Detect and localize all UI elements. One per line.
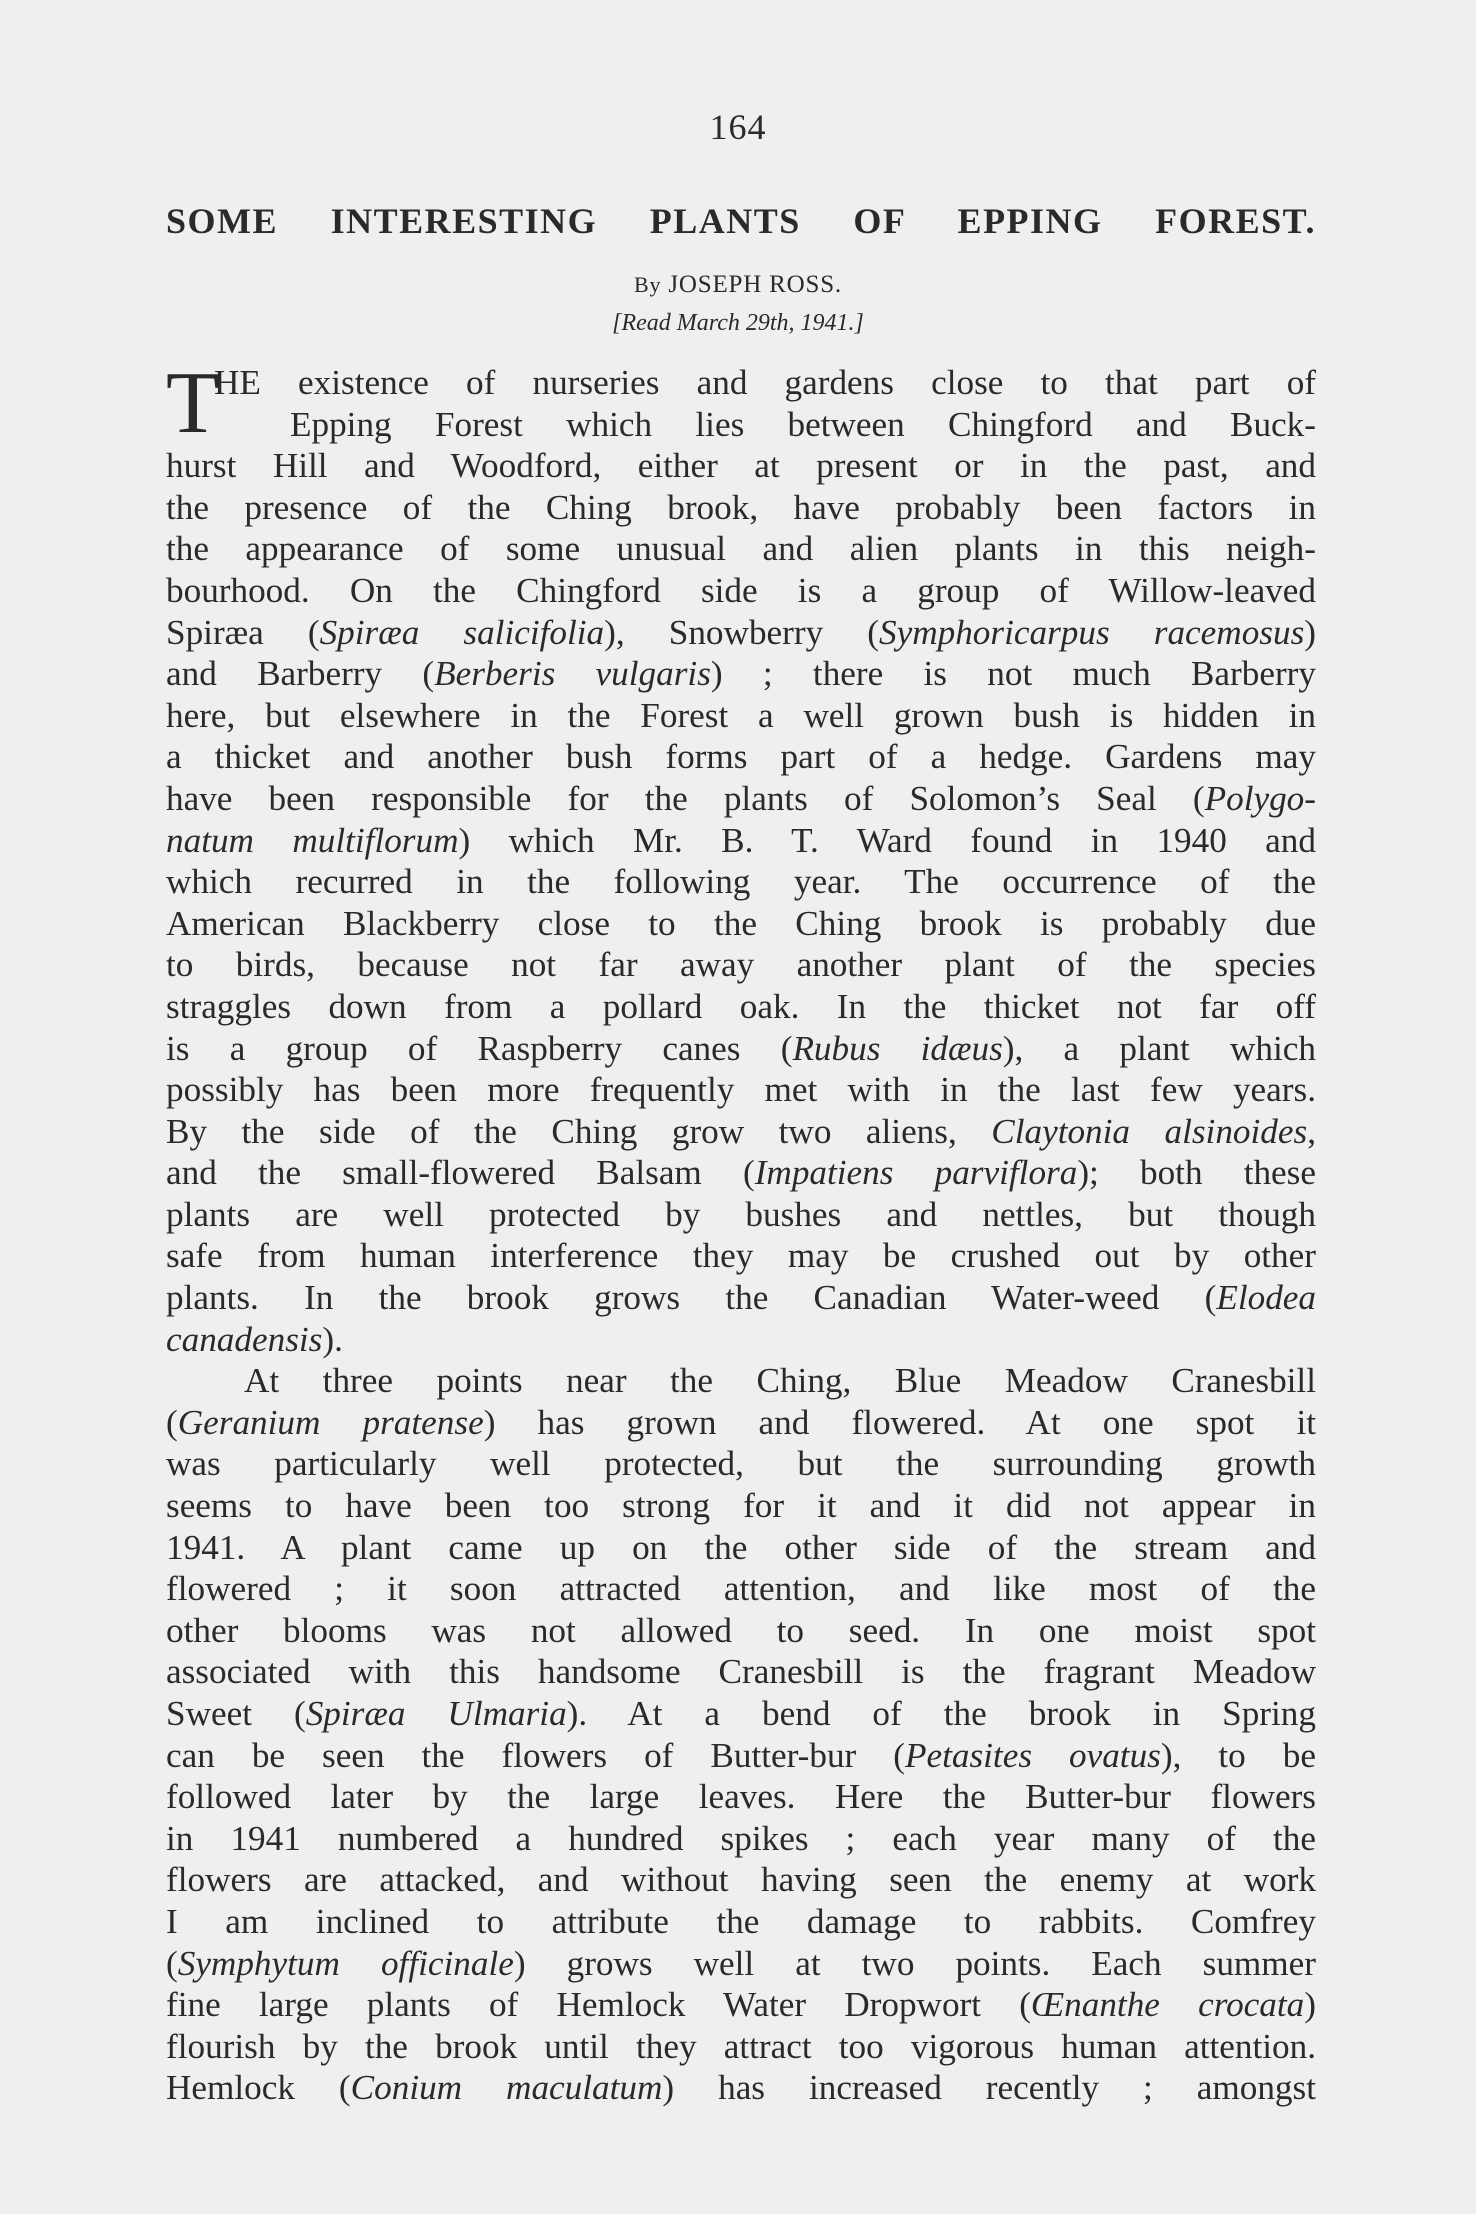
text-run: ), a plant which xyxy=(1002,1028,1316,1068)
text-run: HE existence of nurseries and gardens close to that part of xyxy=(214,363,1316,402)
text-line xyxy=(166,820,1316,862)
italic-text: Berberis vulgaris xyxy=(434,654,711,694)
text-run: which recurred in the following year. The occurrence of the xyxy=(166,862,1316,902)
text-line xyxy=(166,1028,1316,1070)
italic-text: Petasites ovatus xyxy=(904,1735,1161,1775)
text-line xyxy=(166,487,1316,529)
text-run: is a group of Raspberry canes ( xyxy=(166,1028,793,1068)
text-line xyxy=(166,1901,1316,1943)
text-line xyxy=(166,1319,1316,1361)
text-run: , xyxy=(1307,1111,1316,1151)
byline xyxy=(0,271,1476,299)
italic-text: Geranium pratense xyxy=(177,1402,484,1442)
byline-prefix: By xyxy=(634,272,662,297)
italic-text: Rubus idæus xyxy=(792,1028,1003,1068)
text-run: seems to have been too strong for it and it did not appear in xyxy=(166,1486,1316,1526)
italic-text: Symphytum officinale xyxy=(177,1943,514,1983)
text-run: here, but elsewhere in the Forest a well grown bush is hidden in xyxy=(166,695,1316,735)
text-run: By the side of the Ching grow two aliens, xyxy=(166,1111,992,1151)
italic-text: Claytonia alsinoides xyxy=(991,1111,1308,1151)
text-line xyxy=(166,1485,1316,1527)
text-run: ) has grown and flowered. At one spot it xyxy=(483,1402,1316,1442)
text-line xyxy=(166,570,1316,612)
text-run: and the small-flowered Balsam ( xyxy=(166,1153,755,1193)
text-run: ( xyxy=(166,1402,178,1442)
text-run: 1941. A plant came up on the other side of the stream and xyxy=(166,1527,1316,1567)
text-line xyxy=(166,1069,1316,1111)
text-line xyxy=(166,986,1316,1028)
text-run: ) xyxy=(1304,612,1316,652)
italic-text: Spiræa salicifolia xyxy=(319,612,605,652)
text-run: Spiræa ( xyxy=(166,612,320,652)
text-run: At three points near the Ching, Blue Meadow Cranesbill xyxy=(244,1361,1316,1401)
text-run: the appearance of some unusual and alien plants in this neigh- xyxy=(166,529,1316,569)
text-run: ( xyxy=(166,1943,178,1983)
text-line xyxy=(166,1818,1316,1860)
text-line xyxy=(166,445,1316,487)
text-line xyxy=(166,944,1316,986)
text-run: I am inclined to attribute the damage to rabbits. Comfrey xyxy=(166,1901,1316,1941)
drop-cap: T xyxy=(166,355,220,452)
text-line xyxy=(166,903,1316,945)
italic-text: Spiræa Ulmaria xyxy=(305,1694,567,1733)
italic-text: Symphoricarpus racemosus xyxy=(879,612,1305,652)
italic-text: Conium maculatum xyxy=(350,2068,663,2108)
text-run: straggles down from a pollard oak. In the thicket not far off xyxy=(166,986,1316,1026)
text-run: bourhood. On the Chingford side is a group of Willow-leaved xyxy=(166,570,1316,610)
text-line xyxy=(166,528,1316,570)
text-run: a thicket and another bush forms part of a hedge. Gardens may xyxy=(166,737,1316,777)
text-run: flowers are attacked, and without having seen the enemy at work xyxy=(166,1860,1316,1900)
text-line xyxy=(166,1360,1316,1402)
text-line xyxy=(166,1111,1316,1153)
text-line xyxy=(166,1194,1316,1236)
text-line xyxy=(166,1776,1316,1818)
text-line xyxy=(166,778,1316,820)
text-line xyxy=(166,612,1316,654)
text-line xyxy=(166,653,1316,695)
read-date-text: [Read March 29th, 1941.] xyxy=(612,310,864,336)
article-title: SOME INTERESTING PLANTS OF EPPING FOREST. xyxy=(166,201,1316,241)
author-name: JOSEPH ROSS. xyxy=(668,271,842,298)
text-run: to birds, because not far away another plant of the species xyxy=(166,945,1316,985)
text-run: flowered ; it soon attracted attention, and like most of the xyxy=(166,1569,1316,1609)
text-line xyxy=(166,1693,1316,1735)
text-line xyxy=(166,736,1316,778)
text-line xyxy=(166,1943,1316,1985)
text-run: have been responsible for the plants of Solomon’s Seal ( xyxy=(166,778,1205,818)
text-run: associated with this handsome Cranesbill is the fragrant Meadow xyxy=(166,1652,1316,1692)
read-date xyxy=(0,310,1476,337)
text-line xyxy=(166,861,1316,903)
text-run: ) has increased recently ; amongst xyxy=(662,2068,1316,2108)
body-text xyxy=(166,355,1317,2109)
italic-text: Polygo- xyxy=(1204,778,1316,818)
text-line xyxy=(166,1152,1316,1194)
text-run: ); both these xyxy=(1077,1153,1316,1193)
text-run: ) grows well at two points. Each summer xyxy=(513,1943,1317,1983)
text-run: safe from human interference they may be crushed out by other xyxy=(166,1236,1316,1276)
page-number: 164 xyxy=(709,107,767,147)
italic-text: Œnanthe crocata xyxy=(1030,1985,1305,2025)
text-run: ), Snowberry ( xyxy=(604,612,879,652)
text-run: ), to be xyxy=(1160,1735,1316,1775)
italic-text: Impatiens parviflora xyxy=(754,1153,1078,1193)
text-run: was particularly well protected, but the surrounding growth xyxy=(166,1444,1316,1484)
text-line xyxy=(166,1527,1316,1569)
text-run: ). At a bend of the brook in Spring xyxy=(566,1694,1316,1733)
text-run: and Barberry ( xyxy=(166,654,435,694)
text-line xyxy=(166,1277,1316,1319)
italic-text: natum multiflorum xyxy=(166,820,459,860)
italic-text: Elodea xyxy=(1216,1278,1316,1318)
text-run: plants. In the brook grows the Canadian Water-weed ( xyxy=(166,1278,1217,1318)
text-run: possibly has been more frequently met with in the last few years. xyxy=(166,1070,1316,1110)
text-run: ) ; there is not much Barberry xyxy=(710,654,1316,694)
text-line xyxy=(166,362,1316,404)
text-line xyxy=(166,1651,1316,1693)
text-run: other blooms was not allowed to seed. In one moist spot xyxy=(166,1610,1316,1650)
text-line xyxy=(166,2067,1316,2109)
text-run: Epping Forest which lies between Chingford and Buck- xyxy=(290,404,1316,444)
text-line xyxy=(166,1610,1316,1652)
text-line xyxy=(166,1735,1316,1777)
italic-text: canadensis xyxy=(166,1319,323,1359)
text-run: ) xyxy=(1304,1985,1316,2025)
text-line xyxy=(166,695,1316,737)
text-line xyxy=(166,1235,1316,1277)
text-line xyxy=(166,1984,1316,2026)
text-run: ) which Mr. B. T. Ward found in 1940 and xyxy=(458,820,1316,860)
text-line xyxy=(166,1402,1316,1444)
text-run: the presence of the Ching brook, have probably been factors in xyxy=(166,487,1316,527)
text-run: in 1941 numbered a hundred spikes ; each year many of the xyxy=(166,1818,1316,1858)
text-run: flourish by the brook until they attract too vigorous human attention. xyxy=(166,2026,1316,2066)
text-run: followed later by the large leaves. Here the Butter-bur flowers xyxy=(166,1777,1316,1817)
text-run: Sweet ( xyxy=(166,1694,306,1733)
text-run: can be seen the flowers of Butter-bur ( xyxy=(166,1735,905,1775)
text-run: Hemlock ( xyxy=(166,2068,351,2108)
text-run: hurst Hill and Woodford, either at present or in the past, and xyxy=(166,446,1316,486)
text-run: plants are well protected by bushes and nettles, but though xyxy=(166,1194,1316,1234)
text-line xyxy=(166,2026,1316,2068)
text-run: ). xyxy=(322,1319,343,1359)
text-line xyxy=(166,1443,1316,1485)
text-run: American Blackberry close to the Ching brook is probably due xyxy=(166,903,1316,943)
text-line xyxy=(166,404,1316,446)
text-run: fine large plants of Hemlock Water Dropwort ( xyxy=(166,1985,1031,2025)
text-line xyxy=(166,1859,1316,1901)
text-line xyxy=(166,1568,1316,1610)
